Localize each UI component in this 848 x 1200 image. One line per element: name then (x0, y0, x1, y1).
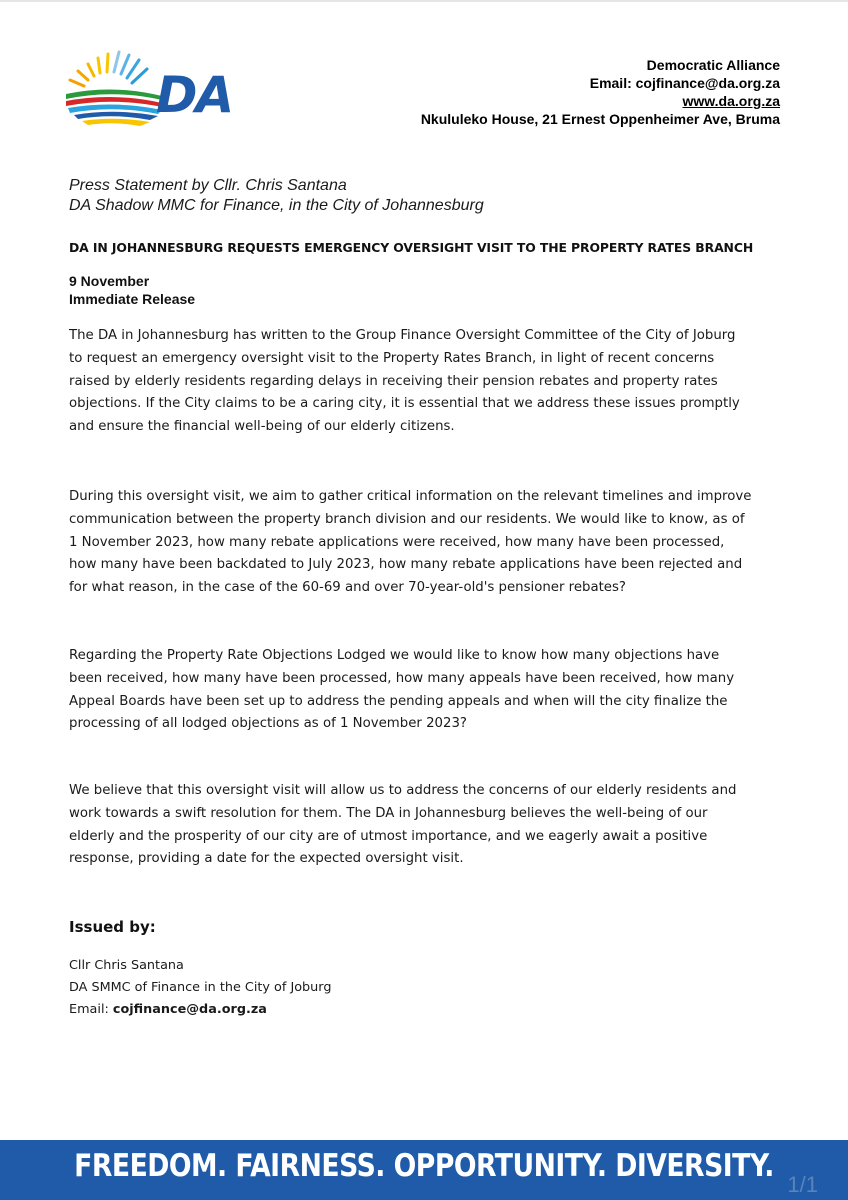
page-number: 1/1 (787, 1172, 818, 1197)
issued-by-heading: Issued by: (69, 918, 156, 936)
paragraph-line: During this oversight visit, we aim to gather critical information on the relevant timelines and improve (69, 489, 752, 504)
paragraph-line: 1 November 2023, how many rebate applications were received, how many have been processed, (69, 534, 725, 550)
byline-line-2: DA Shadow MMC for Finance, in the City of Johannesburg (69, 197, 484, 214)
paragraph-line: objections. If the City claims to be a caring city, it is essential that we address these issues promptly (69, 396, 740, 412)
email-label: Email: (69, 1002, 113, 1017)
letterhead-email: Email: cojfinance@da.org.za (589, 75, 780, 91)
paragraph-3 (69, 645, 769, 736)
release-type: Immediate Release (69, 291, 196, 307)
paragraph-line: Appeal Boards have been set up to address the pending appeals and when will the city finalize the (69, 693, 728, 709)
date-block (69, 272, 195, 308)
date: 9 November (69, 273, 150, 289)
paragraph-line: raised by elderly residents regarding delays in receiving their pension rebates and property rates (69, 373, 718, 389)
byline-line-1: Press Statement by Cllr. Chris Santana (69, 177, 347, 194)
da-logo-mark-icon (58, 36, 273, 136)
svg-text:DA: DA (156, 66, 233, 124)
footer-slogan: FREEDOM. FAIRNESS. OPPORTUNITY. DIVERSITY. (74, 1148, 774, 1184)
signatory-title: DA SMMC of Finance in the City of Joburg (69, 980, 332, 995)
paragraph-line: We believe that this oversight visit will allow us to address the concerns of our elderly residents and (69, 783, 737, 798)
headline: DA IN JOHANNESBURG REQUESTS EMERGENCY OVERSIGHT VISIT TO THE PROPERTY RATES BRANCH (69, 240, 754, 255)
paragraph-line: how many have been backdated to July 2023, how many rebate applications have been rejected and (69, 557, 743, 573)
paragraph-line: for what reason, in the case of the 60-69 and over 70-year-old's pensioner rebates? (69, 580, 626, 596)
website-link[interactable]: www.da.org.za (682, 93, 780, 109)
address: Nkululeko House, 21 Ernest Oppenheimer Ave, Bruma (420, 111, 780, 127)
paragraph-1 (69, 325, 769, 439)
paragraph-4 (69, 780, 769, 871)
paragraph-line: to request an emergency oversight visit to the Property Rates Branch, in light of recent concerns (69, 350, 715, 366)
paragraph-line: been received, how many have been processed, how many appeals have been received, how many (69, 670, 735, 686)
byline (69, 176, 484, 216)
paragraph-2 (69, 486, 769, 600)
da-logo (58, 36, 273, 136)
signoff-block (69, 955, 331, 1021)
signatory-name: Cllr Chris Santana (69, 958, 184, 973)
letterhead (421, 56, 780, 128)
signatory-email-line (69, 999, 331, 1021)
paragraph-line: processing of all lodged objections as of 1 November 2023? (69, 716, 467, 732)
paragraph-line: response, providing a date for the expected oversight visit. (69, 851, 464, 867)
paragraph-line: The DA in Johannesburg has written to the Group Finance Oversight Committee of the City of Joburg (69, 328, 736, 343)
paragraph-line: communication between the property branch division and our residents. We would like to know, as of (69, 511, 745, 527)
org-name: Democratic Alliance (646, 57, 780, 73)
paragraph-line: elderly and the prosperity of our city are of utmost importance, and we eagerly await a positive (69, 828, 708, 844)
paragraph-line: Regarding the Property Rate Objections Lodged we would like to know how many objections have (69, 648, 720, 663)
paragraph-line: and ensure the financial well-being of our elderly citizens. (69, 419, 455, 435)
paragraph-line: work towards a swift resolution for them. The DA in Johannesburg believes the well-being of our (69, 805, 708, 821)
email-link[interactable]: cojfinance@da.org.za (112, 1002, 267, 1017)
